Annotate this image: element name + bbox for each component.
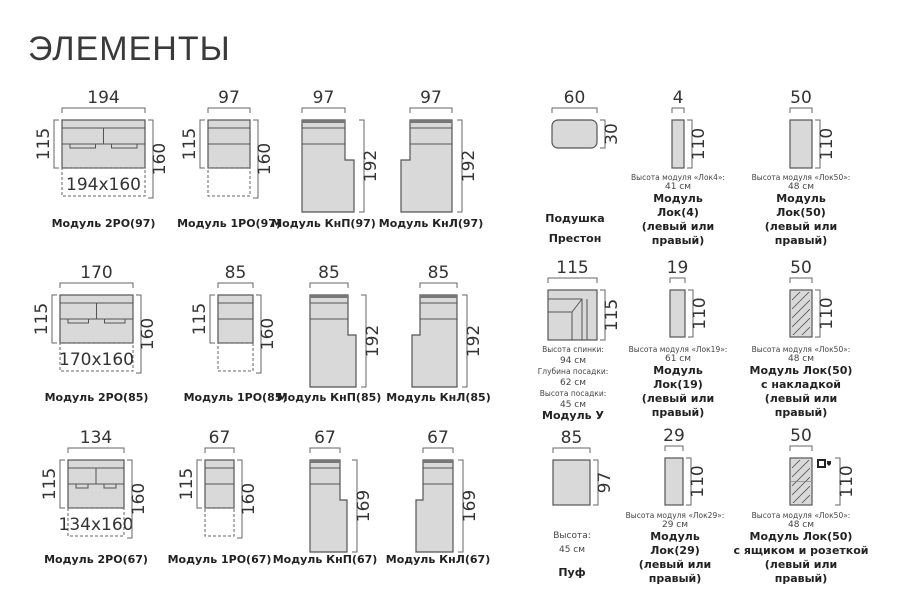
module-name-label: Модуль КнЛ(67) [385, 553, 491, 566]
dimension-bracket [60, 460, 65, 508]
item-name-label: Престон [548, 232, 602, 245]
width-dimension: 67 [314, 428, 336, 448]
dimension-bracket [790, 278, 812, 283]
dimension-bracket [790, 108, 812, 113]
module-name-label: Модуль 2РО(67) [44, 553, 148, 566]
socket-icon [818, 460, 831, 467]
socket-icon-box [818, 460, 825, 467]
info-note: Высота посадки: [539, 389, 607, 398]
height-dimension: 115 [602, 298, 622, 332]
module-name-label: Модуль КнЛ(97) [378, 217, 484, 230]
module-12 [386, 428, 491, 566]
item-6 [750, 258, 853, 419]
module-7 [277, 263, 383, 404]
dimension-bracket [420, 283, 457, 288]
info-note: 48 см [787, 354, 815, 364]
dimension-bracket [218, 283, 253, 288]
dimension-bracket [62, 108, 145, 113]
length-dimension: 160 [150, 142, 170, 176]
height-dimension: 110 [837, 465, 857, 498]
item-name-label: Модуль Лок(50) [749, 530, 853, 543]
item-9 [733, 426, 868, 585]
item-name-label: Модуль [650, 530, 700, 543]
dimension-bracket [52, 295, 57, 343]
module-name-label: Модуль 1РО(67) [167, 553, 272, 566]
item-name-label: с накладкой [761, 378, 841, 391]
dimension-bracket [672, 108, 684, 113]
plug-icon [827, 461, 831, 466]
dimension-bracket [310, 448, 340, 453]
dimension-bracket [60, 283, 133, 288]
item-name-label: (левый или [638, 558, 712, 571]
info-note: Высота модуля «Лок19»: [628, 345, 728, 354]
height-dimension: 110 [688, 465, 708, 498]
item-name-label: правый) [774, 234, 828, 247]
depth-dimension: 115 [34, 127, 54, 161]
item-name-label: Модуль Лок(50) [749, 364, 853, 377]
item-name-label: Лок(19) [653, 378, 703, 391]
item-name-label: Модуль [776, 192, 826, 205]
width-dimension: 19 [666, 258, 689, 278]
dimension-bracket [553, 448, 590, 453]
bed-size-label: 170x160 [59, 350, 134, 370]
length-dimension: 160 [239, 482, 259, 516]
depth-dimension: 115 [177, 467, 197, 501]
item-name-label: Пуф [558, 566, 586, 579]
length-dimension: 192 [459, 149, 479, 183]
backrest-strip [410, 120, 452, 123]
item-4 [538, 258, 622, 422]
puf-shape [553, 460, 590, 505]
info-note: 45 см [559, 400, 587, 410]
module-name-label: Модуль 1РО(85) [183, 391, 288, 404]
dimension-bracket [423, 448, 453, 453]
length-dimension: 160 [138, 317, 158, 351]
module-name-label: Модуль КнП(85) [276, 391, 382, 404]
module-name-label: Модуль 2РО(85) [44, 391, 149, 404]
height-dimension: 110 [689, 127, 709, 161]
width-dimension: 67 [427, 428, 449, 448]
item-8 [626, 426, 725, 585]
module-5 [32, 263, 158, 404]
width-dimension: 97 [218, 88, 240, 108]
item-name-label: правый) [651, 406, 705, 419]
item-name-label: (левый или [764, 392, 838, 405]
width-dimension: 85 [318, 263, 340, 283]
width-dimension: 85 [427, 263, 450, 283]
info-note: 94 см [559, 356, 587, 366]
width-dimension: 170 [80, 263, 113, 283]
lok-shape [790, 120, 812, 168]
module-name-label: Модуль КнЛ(85) [386, 391, 491, 404]
module-1 [34, 88, 170, 230]
module-name-label: Модуль КнП(67) [272, 553, 378, 566]
info-note: 45 см [558, 545, 586, 555]
item-name-label: (левый или [641, 220, 715, 233]
dimension-bracket [208, 108, 250, 113]
lok-shape [670, 290, 685, 337]
info-note: Высота: [553, 531, 591, 541]
item-name-label: с ящиком и розеткой [733, 544, 869, 557]
lok-shape [672, 120, 684, 168]
width-dimension: 60 [563, 88, 586, 108]
info-note: 61 см [664, 354, 692, 364]
item-name-label: (левый или [764, 220, 838, 233]
info-note: 41 см [664, 182, 692, 192]
height-dimension: 97 [595, 471, 615, 494]
hatch-shape [790, 290, 812, 337]
dimension-bracket [790, 446, 812, 451]
item-name-label: Модуль [653, 364, 703, 377]
item-name-label: Модуль [653, 192, 703, 205]
dimension-bracket [210, 295, 215, 343]
width-dimension: 50 [790, 88, 812, 108]
cushion-shape [552, 120, 597, 148]
width-dimension: 67 [208, 428, 231, 448]
info-note: Высота модуля «Лок50»: [751, 345, 851, 354]
lok-shape [665, 458, 683, 505]
length-dimension: 192 [361, 149, 381, 183]
dimension-bracket [552, 108, 597, 113]
info-note: 62 см [559, 378, 587, 388]
info-note: Высота модуля «Лок50»: [751, 511, 851, 520]
dimension-bracket [310, 283, 348, 288]
module-4 [379, 88, 484, 230]
corner-module-shape [310, 460, 347, 552]
height-dimension: 110 [817, 127, 837, 161]
module-name-label: Модуль КнП(97) [271, 217, 376, 230]
info-note: Глубина посадки: [537, 367, 609, 376]
item-name-label: Лок(29) [650, 544, 700, 557]
length-dimension: 169 [460, 489, 480, 523]
length-dimension: 160 [255, 142, 275, 176]
module-name-label: Модуль 2РО(97) [51, 217, 156, 230]
dimension-bracket [302, 108, 345, 113]
item-name-label: правый) [774, 406, 828, 419]
width-dimension: 4 [672, 88, 684, 108]
item-2 [631, 88, 725, 247]
height-dimension: 30 [602, 123, 622, 145]
length-dimension: 160 [129, 482, 149, 516]
width-dimension: 50 [790, 426, 812, 446]
item-name-label: правый) [648, 572, 702, 585]
dimension-bracket [665, 446, 683, 451]
width-dimension: 134 [79, 428, 113, 448]
width-dimension: 97 [420, 88, 442, 108]
corner-module-shape [412, 295, 457, 387]
dimension-bracket [670, 278, 685, 283]
length-dimension: 169 [354, 489, 374, 523]
module-10 [168, 428, 272, 566]
corner-module-shape [416, 460, 453, 552]
dimension-bracket [68, 448, 124, 453]
depth-dimension: 115 [180, 127, 200, 161]
item-3 [752, 88, 851, 247]
height-dimension: 110 [690, 297, 710, 330]
width-dimension: 97 [312, 88, 335, 108]
item-name-label: правый) [651, 234, 705, 247]
height-dimension: 110 [817, 297, 837, 330]
bed-size-label: 194x160 [66, 175, 141, 195]
backrest-strip [420, 295, 457, 298]
module-8 [386, 263, 491, 404]
dimension-bracket [197, 460, 202, 508]
item-1 [545, 88, 622, 245]
page-title: ЭЛЕМЕНТЫ [28, 30, 231, 68]
width-dimension: 85 [560, 428, 583, 448]
corner-module-shape [401, 120, 452, 212]
info-note: Высота спинки: [542, 345, 604, 354]
depth-dimension: 115 [190, 302, 210, 336]
item-name-label: Подушка [545, 212, 605, 225]
module-11 [273, 428, 378, 566]
info-note: Высота модуля «Лок29»: [625, 511, 725, 520]
width-dimension: 85 [224, 263, 247, 283]
item-name-label: Модуль У [542, 409, 604, 422]
dimension-bracket [205, 448, 234, 453]
width-dimension: 29 [663, 426, 685, 446]
backrest-strip [423, 460, 453, 463]
info-note: 48 см [787, 520, 815, 530]
length-dimension: 192 [464, 324, 484, 358]
width-dimension: 50 [790, 258, 812, 278]
corner-module-shape [302, 120, 354, 212]
length-dimension: 160 [258, 317, 278, 351]
item-name-label: правый) [774, 572, 828, 585]
depth-dimension: 115 [32, 302, 52, 336]
info-note: Высота модуля «Лок50»: [751, 173, 851, 182]
module-2 [177, 88, 281, 230]
width-dimension: 115 [556, 258, 589, 278]
dimension-bracket [200, 120, 205, 168]
item-name-label: (левый или [764, 558, 838, 571]
width-dimension: 194 [87, 88, 120, 108]
length-dimension: 192 [363, 324, 383, 358]
backrest-strip [310, 295, 348, 298]
info-note: 29 см [661, 520, 689, 530]
module-3 [271, 88, 381, 230]
module-9 [40, 428, 149, 566]
dimension-bracket [410, 108, 452, 113]
bed-size-label: 134x160 [58, 515, 134, 535]
module-6 [184, 263, 288, 404]
info-note: 48 см [787, 182, 815, 192]
unfolded-bed-outline [218, 343, 253, 371]
item-name-label: Лок(50) [776, 206, 826, 219]
item-name-label: (левый или [641, 392, 715, 405]
backrest-strip [302, 120, 345, 123]
dimension-bracket [54, 120, 59, 168]
item-5 [629, 258, 728, 419]
module-name-label: Модуль 1РО(97) [177, 217, 281, 230]
unfolded-bed-outline [208, 168, 250, 196]
dimension-bracket [548, 278, 597, 283]
backrest-strip [310, 460, 340, 463]
item-name-label: Лок(4) [657, 206, 699, 219]
unfolded-bed-outline [205, 508, 234, 536]
depth-dimension: 115 [40, 467, 60, 501]
info-note: Высота модуля «Лок4»: [631, 173, 725, 182]
item-7 [553, 428, 615, 579]
corner-module-shape [310, 295, 356, 387]
